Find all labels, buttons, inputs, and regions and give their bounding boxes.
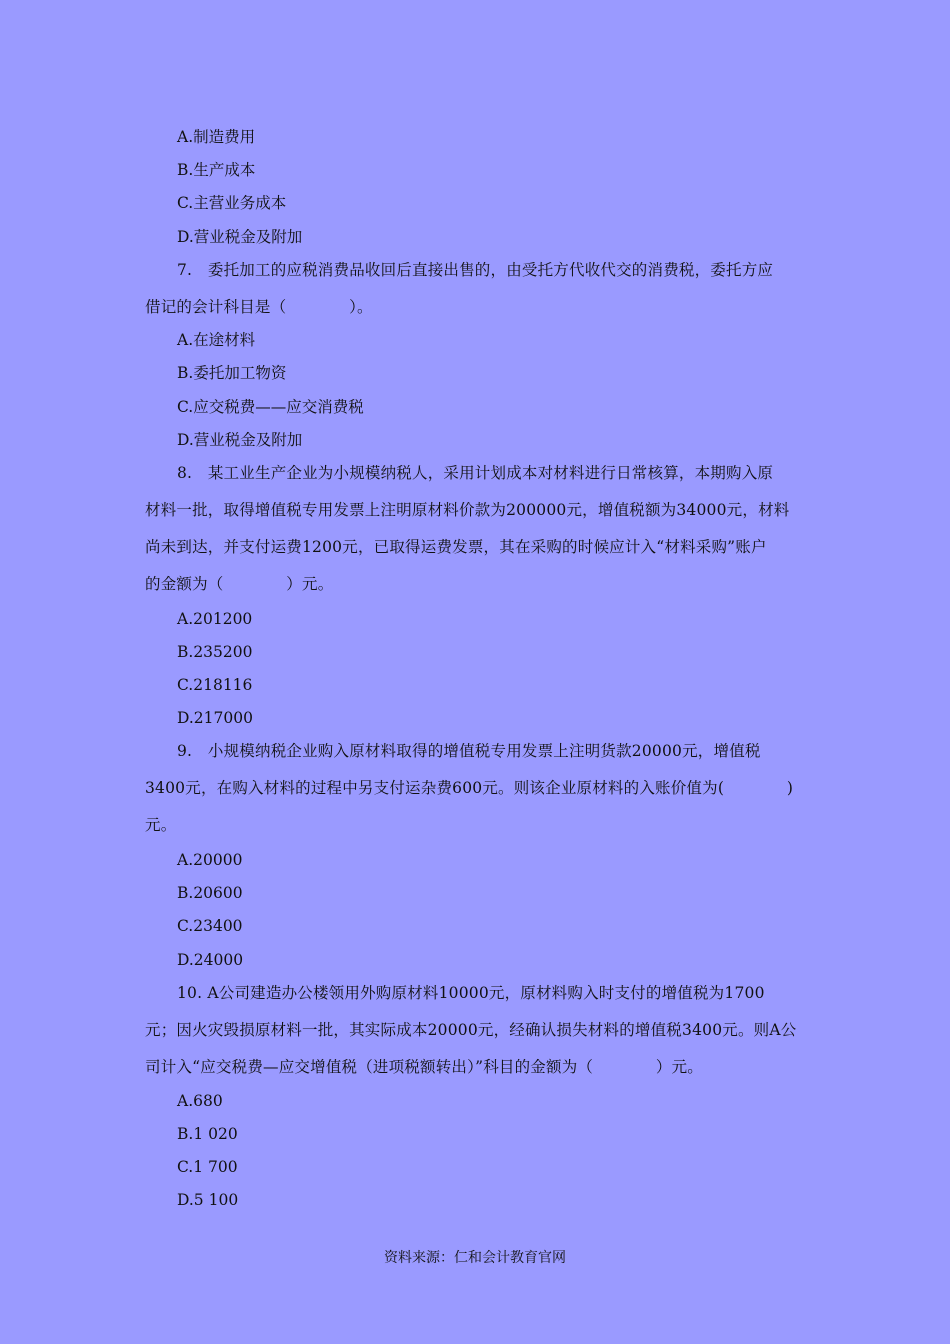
q10-option-d: D.5 100	[177, 1191, 239, 1209]
q10-option-c: C.1 700	[177, 1158, 238, 1176]
q7-option-d: D.营业税金及附加	[177, 431, 303, 449]
q8-option-b: B.235200	[177, 643, 253, 661]
q9-option-a: A.20000	[177, 851, 243, 869]
q8-option-a: A.201200	[177, 610, 253, 628]
q7-line-1: 7. 委托加工的应税消费品收回后直接出售的，由受托方代收代交的消费税，委托方应	[177, 261, 774, 279]
q10-option-b: B.1 020	[177, 1125, 238, 1143]
q10-line-1: 10. A公司建造办公楼领用外购原材料10000元，原材料购入时支付的增值税为1700	[177, 984, 765, 1002]
q6-option-a: A.制造费用	[177, 128, 256, 146]
q8-line-1: 8. 某工业生产企业为小规模纳税人，采用计划成本对材料进行日常核算，本期购入原	[177, 464, 774, 482]
q8-stem	[145, 455, 815, 603]
q9-line-1: 9. 小规模纳税企业购入原材料取得的增值税专用发票上注明货款20000元，增值税	[177, 742, 761, 760]
q9-stem	[145, 733, 815, 844]
q6-option-d: D.营业税金及附加	[177, 228, 303, 246]
q10-line-2: 元；因火灾毁损原材料一批，其实际成本20000元，经确认损失材料的增值税3400元。则A公	[145, 1021, 797, 1039]
q8-line-2: 材料一批，取得增值税专用发票上注明原材料价款为200000元，增值税额为34000元，材料	[145, 501, 790, 519]
q7-option-a: A.在途材料	[177, 331, 256, 349]
q8-line-3: 尚未到达，并支付运费1200元，已取得运费发票，其在采购的时候应计入“材料采购”账户	[145, 538, 767, 556]
q6-option-c: C.主营业务成本	[177, 194, 287, 212]
q7-stem	[145, 252, 815, 326]
q9-option-d: D.24000	[177, 951, 244, 969]
q9-line-2: 3400元，在购入材料的过程中另支付运杂费600元。则该企业原材料的入账价值为( )	[145, 779, 794, 797]
q7-option-c: C.应交税费——应交消费税	[177, 398, 364, 416]
q8-option-d: D.217000	[177, 709, 253, 727]
q10-line-3: 司计入“应交税费—应交增值税（进项税额转出）”科目的金额为（ ）元。	[145, 1058, 704, 1076]
footer-source: 资料来源：仁和会计教育官网	[384, 1250, 566, 1266]
q7-option-b: B.委托加工物资	[177, 364, 287, 382]
q10-option-a: A.680	[177, 1092, 223, 1110]
q8-option-c: C.218116	[177, 676, 253, 694]
q10-stem	[145, 975, 815, 1086]
q7-line-2: 借记的会计科目是（ ）。	[145, 298, 373, 316]
q6-option-b: B.生产成本	[177, 161, 256, 179]
q9-option-c: C.23400	[177, 917, 243, 935]
q9-option-b: B.20600	[177, 884, 243, 902]
q8-line-4: 的金额为（ ）元。	[145, 575, 334, 593]
q9-line-3: 元。	[145, 816, 177, 834]
